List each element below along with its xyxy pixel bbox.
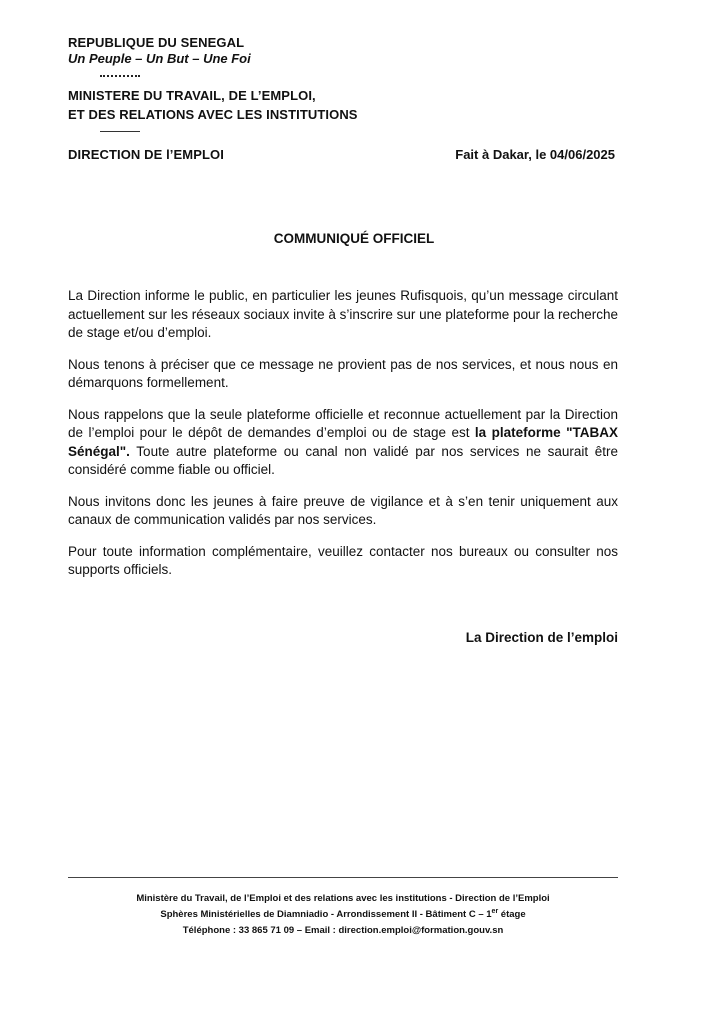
place-and-date: Fait à Dakar, le 04/06/2025 xyxy=(455,147,615,162)
paragraph-4: Nous invitons donc les jeunes à faire preuve de vigilance et à s’en tenir uniquement aux canaux de communication validés par nos services. xyxy=(68,493,618,527)
footer-contact: Téléphone : 33 865 71 09 – Email : direction.emploi@formation.gouv.sn xyxy=(182,925,504,936)
platform-name: la plateforme "TABAX Sénégal". xyxy=(68,425,618,459)
footer-line-2 xyxy=(68,907,618,923)
footer-floor: étage xyxy=(498,909,526,920)
footer-superscript: er xyxy=(491,907,499,915)
paragraph-3-text-end: Toute autre plateforme ou canal non validé par nos services ne saurait être considéré comme fiable ou officiel. xyxy=(68,443,618,477)
footer-line-1: Ministère du Travail, de l’Emploi et des relations avec les institutions - Direction de l’Emploi xyxy=(136,893,550,904)
paragraph-2: Nous tenons à préciser que ce message ne provient pas de nos services, et nous nous en démarquons formellement. xyxy=(68,356,618,390)
header-divider xyxy=(100,75,140,77)
national-motto: Un Peuple – Un But – Une Foi xyxy=(68,51,251,66)
paragraph-3 xyxy=(68,406,618,480)
footer-address: Sphères Ministérielles de Diamniadio - Arrondissement II - Bâtiment C – 1 xyxy=(160,909,492,920)
footer xyxy=(68,891,618,939)
document-body xyxy=(68,287,618,593)
directorate-heading: DIRECTION DE l’EMPLOI xyxy=(68,147,224,162)
paragraph-3-text-start: Nous rappelons que la seule plateforme officielle et reconnue actuellement par la Direction de l’emploi pour le dépôt de demandes d’emploi ou de stage est xyxy=(68,406,618,440)
ministry-line-1: MINISTERE DU TRAVAIL, DE L’EMPLOI, xyxy=(68,88,316,103)
footer-rule xyxy=(68,877,618,878)
document-title: COMMUNIQUÉ OFFICIEL xyxy=(273,231,435,246)
ministry-divider xyxy=(100,131,140,132)
paragraph-1: La Direction informe le public, en particulier les jeunes Rufisquois, qu’un message circulant actuellement sur les réseaux sociaux invite à s’inscrire sur une plateforme pour la recherche de stage et/ou d’emploi. xyxy=(68,288,619,340)
signature: La Direction de l’emploi xyxy=(465,630,618,645)
paragraph-5: Pour toute information complémentaire, veuillez contacter nos bureaux ou consulter nos supports officiels. xyxy=(68,543,618,577)
republic-heading: REPUBLIQUE DU SENEGAL xyxy=(68,35,245,50)
ministry-line-2: ET DES RELATIONS AVEC LES INSTITUTIONS xyxy=(68,107,358,122)
